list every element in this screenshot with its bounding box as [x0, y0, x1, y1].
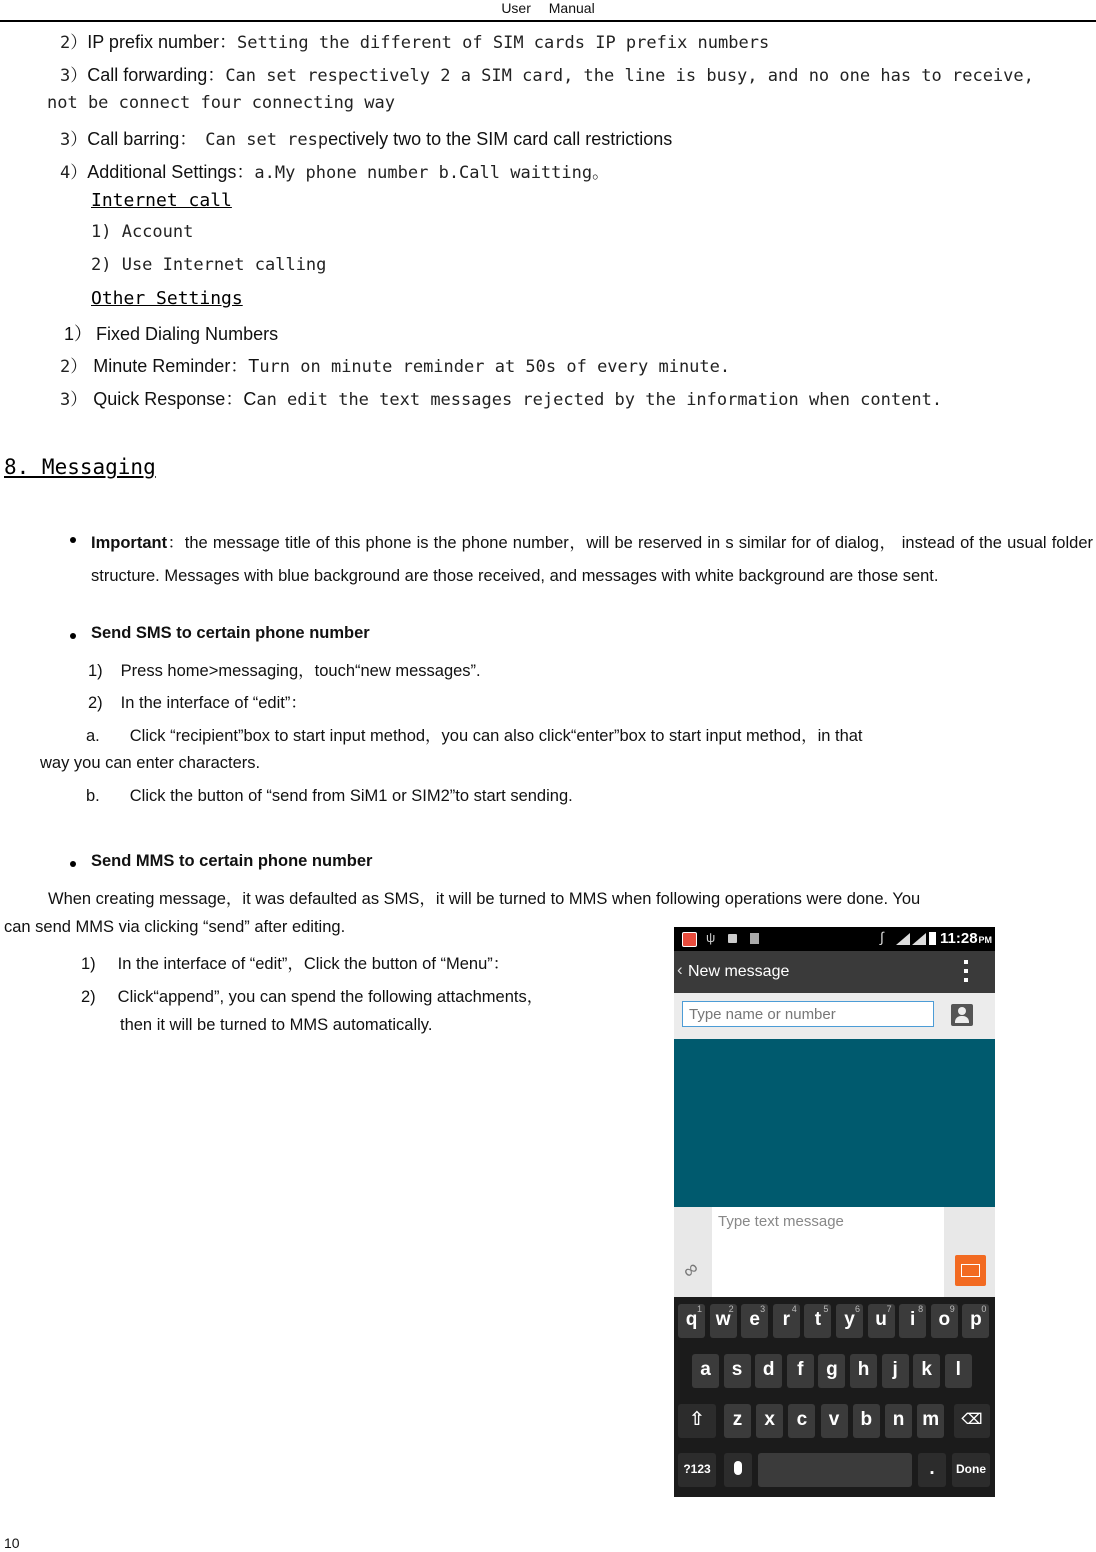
key-w[interactable]	[710, 1304, 737, 1338]
bullet	[70, 537, 76, 543]
step-text: Click the button of “send from SiM1 or SIM2”to start sending.	[129, 787, 573, 805]
key-o[interactable]	[931, 1304, 958, 1338]
key-n[interactable]: n	[885, 1404, 912, 1438]
step-text: Click “recipient”box to start input method，you can also click“enter”box to start input method，in that	[129, 727, 863, 745]
send-button[interactable]	[955, 1255, 986, 1286]
key-label: p	[970, 1309, 982, 1330]
account-item: 1) Account	[91, 222, 194, 242]
key-hint: 6	[854, 1304, 860, 1314]
key-hint: 9	[949, 1304, 955, 1314]
list-number: 3）	[60, 390, 88, 410]
mms-paragraph: When creating message，it was defaulted as SMS，it will be turned to MMS when following operations were done. You	[48, 890, 921, 908]
key-hint: 3	[760, 1304, 766, 1314]
item-label: IP prefix number：	[87, 32, 237, 52]
list-number: 1)	[88, 662, 103, 680]
key-p[interactable]	[962, 1304, 989, 1338]
mms-step-2	[81, 983, 543, 1007]
list-number: 2）	[60, 33, 88, 53]
envelope-icon	[961, 1264, 980, 1277]
step-text: In the interface of “edit”：	[120, 694, 307, 712]
key-v[interactable]: v	[821, 1404, 848, 1438]
sms-step-b	[86, 787, 573, 806]
key-hint: 7	[886, 1304, 892, 1314]
key-j[interactable]: j	[882, 1354, 909, 1388]
battery-icon	[929, 932, 936, 945]
key-k[interactable]: k	[913, 1354, 940, 1388]
key-y[interactable]	[836, 1304, 863, 1338]
signal-1-icon	[896, 933, 910, 945]
screen-title: New message	[688, 963, 790, 980]
on-screen-keyboard	[674, 1297, 995, 1497]
attach-icon[interactable]: ∞	[678, 1257, 704, 1284]
key-s[interactable]: s	[724, 1354, 751, 1388]
item-label: Additional Settings：	[87, 162, 255, 182]
voice-input-key[interactable]	[724, 1453, 752, 1487]
call-forwarding-line	[60, 61, 1034, 87]
item-label: Call forwarding：	[87, 65, 226, 85]
key-e[interactable]	[741, 1304, 768, 1338]
list-number: 2)	[88, 694, 103, 712]
message-input[interactable]: Type text message	[712, 1207, 944, 1297]
step-text: In the interface of “edit”，Click the button of “Menu”：	[117, 955, 510, 973]
key-f[interactable]: f	[787, 1354, 814, 1388]
back-icon[interactable]: ‹	[677, 960, 683, 979]
item-text: Can set respectively 2 a SIM card, the line is busy, and no one has to receive,	[225, 66, 1034, 86]
bluetooth-icon: ∫	[880, 929, 884, 945]
period-key[interactable]: .	[918, 1453, 946, 1487]
key-r[interactable]	[773, 1304, 800, 1338]
list-number: 2）	[60, 357, 88, 377]
header-divider	[0, 20, 1096, 22]
page-header: User Manual	[501, 0, 595, 16]
item-label: Fixed Dialing Numbers	[96, 324, 279, 344]
key-label: i	[910, 1309, 916, 1330]
mms-paragraph-continuation: can send MMS via clicking “send” after editing.	[4, 918, 346, 936]
backspace-key[interactable]: ⌫	[954, 1404, 990, 1438]
quick-response-line	[60, 385, 942, 411]
item-text: Can set resp	[205, 130, 329, 150]
conversation-area	[674, 1039, 995, 1207]
item-label: Quick Response：C	[93, 389, 257, 409]
step-text: Click“append”, you can spend the following attachments，	[117, 988, 544, 1006]
bullet	[70, 633, 76, 639]
space-key[interactable]	[758, 1453, 912, 1487]
key-z[interactable]: z	[724, 1404, 751, 1438]
clock-ampm: PM	[978, 935, 993, 945]
recipient-input[interactable]: Type name or number	[682, 1001, 934, 1027]
send-sms-title: Send SMS to certain phone number	[91, 624, 370, 642]
mms-step-2-continuation: then it will be turned to MMS automatically.	[120, 1016, 433, 1034]
list-number: 2)	[81, 988, 96, 1006]
overflow-menu-icon[interactable]	[964, 959, 970, 985]
list-number: 1)	[81, 955, 96, 973]
additional-settings-line	[60, 158, 609, 184]
step-text: Press home>messaging，touch“new messages”.	[120, 662, 481, 680]
list-number: 1）	[64, 324, 93, 344]
lock-icon	[728, 934, 737, 943]
item-label: Call barring：	[87, 129, 198, 149]
clock	[940, 930, 992, 947]
action-bar	[674, 951, 995, 993]
key-h[interactable]: h	[850, 1354, 877, 1388]
internet-call-heading: Internet call	[91, 190, 232, 211]
key-label: e	[749, 1309, 760, 1330]
key-label: o	[938, 1309, 951, 1330]
use-internet-item: 2) Use Internet calling	[91, 255, 327, 275]
item-text: a.My phone number b.Call waitting。	[254, 163, 610, 183]
send-mms-title: Send MMS to certain phone number	[91, 852, 373, 870]
key-label: t	[814, 1309, 822, 1330]
key-u[interactable]	[868, 1304, 895, 1338]
sms-step-2	[88, 689, 307, 713]
key-hint: 2	[728, 1304, 734, 1314]
list-letter: a.	[86, 727, 100, 745]
key-label: q	[685, 1309, 698, 1330]
item-text-tail: ectively two to the SIM card call restrictions	[328, 129, 673, 149]
key-m[interactable]: m	[917, 1404, 944, 1438]
call-barring-line	[60, 125, 672, 151]
key-a[interactable]: a	[692, 1354, 719, 1388]
item-text: Setting the different of SIM cards IP prefix numbers	[236, 33, 770, 53]
important-label: Important	[91, 534, 168, 552]
mms-step-1	[81, 950, 509, 974]
other-settings-heading: Other Settings	[91, 288, 243, 309]
list-letter: b.	[86, 787, 100, 805]
bullet	[70, 861, 76, 867]
key-hint: 0	[981, 1304, 987, 1314]
key-hint: 4	[791, 1304, 797, 1314]
page-number: 10	[4, 1535, 20, 1551]
sms-step-1	[88, 657, 481, 681]
symbols-key[interactable]: ?123	[678, 1453, 716, 1487]
item-label: Minute Reminder：T	[93, 356, 260, 376]
shift-key[interactable]: ⇧	[678, 1404, 716, 1438]
recipient-bar	[674, 993, 995, 1039]
app-notification-icon	[682, 932, 697, 947]
key-x[interactable]: x	[756, 1404, 783, 1438]
item-text: an edit the text messages rejected by the information when content.	[256, 390, 943, 410]
sms-step-a	[86, 722, 863, 746]
sms-step-a-continuation: way you can enter characters.	[40, 754, 261, 772]
list-number: 4）	[60, 163, 88, 183]
key-hint: 8	[918, 1304, 924, 1314]
section-title: 8. Messaging	[4, 455, 156, 479]
ip-prefix-line	[60, 28, 769, 54]
key-t[interactable]	[804, 1304, 831, 1338]
sim-icon	[750, 933, 759, 944]
key-label: y	[844, 1309, 855, 1330]
key-i[interactable]	[899, 1304, 926, 1338]
signal-2-icon	[912, 933, 926, 945]
key-hint: 5	[823, 1304, 829, 1314]
item-text: urn on minute reminder at 50s of every minute.	[259, 357, 731, 377]
key-b[interactable]: b	[853, 1404, 880, 1438]
clock-time: 11:28	[940, 930, 978, 947]
usb-icon: ψ	[706, 930, 716, 945]
phone-screenshot	[674, 927, 995, 1497]
key-q[interactable]	[678, 1304, 705, 1338]
key-c[interactable]: c	[788, 1404, 815, 1438]
key-label: u	[875, 1309, 887, 1330]
list-number: 3）	[60, 66, 88, 86]
call-forwarding-continuation: not be connect four connecting way	[47, 93, 395, 113]
key-label: w	[715, 1309, 731, 1330]
compose-bar	[674, 1207, 995, 1297]
key-g[interactable]: g	[818, 1354, 845, 1388]
list-number: 3）	[60, 130, 88, 150]
done-key[interactable]: Done	[952, 1453, 990, 1487]
key-l[interactable]: l	[945, 1354, 972, 1388]
microphone-icon	[734, 1461, 742, 1475]
key-label: r	[782, 1309, 790, 1330]
contact-picker-icon[interactable]	[951, 1004, 973, 1026]
minute-reminder-line	[60, 352, 730, 378]
fixed-dialing-line	[64, 320, 278, 346]
important-text: ：the message title of this phone is the phone number，will be reserved in s similar for of dialog， instead of the usual folder structure. Messages with blue background are those received, and messages with white background are those sent.	[91, 534, 1093, 585]
key-d[interactable]: d	[755, 1354, 782, 1388]
key-hint: 1	[696, 1304, 702, 1314]
status-bar	[674, 927, 995, 951]
important-paragraph	[91, 527, 1093, 592]
